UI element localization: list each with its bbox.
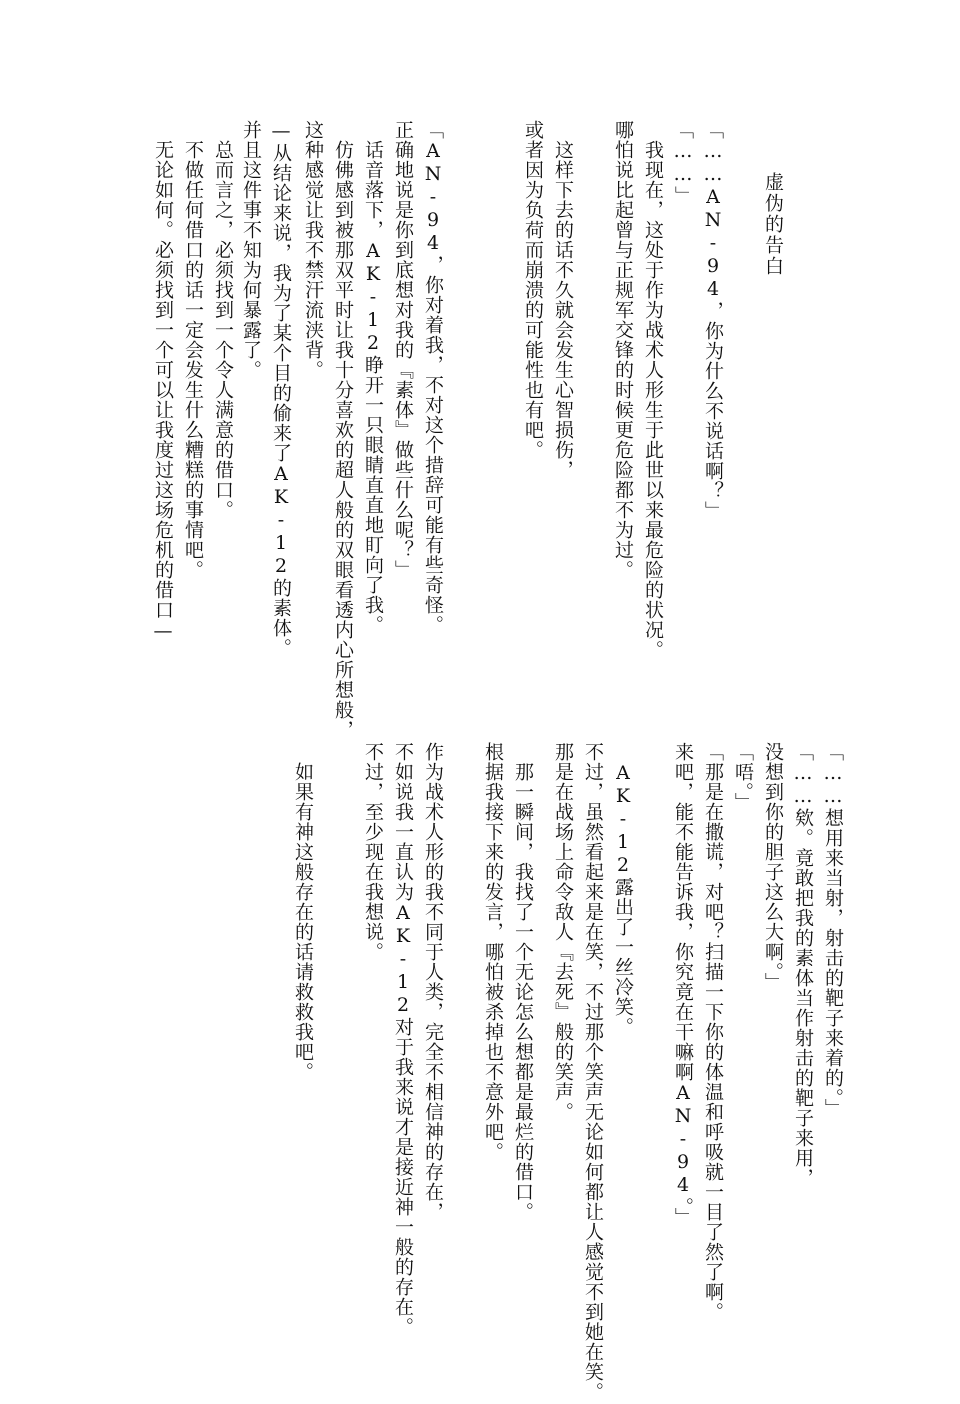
lower-paragraph-5: 那一瞬间，我找了一个无论怎么想都是最烂的借口。 根据我接下来的发言，哪怕被杀掉也不意外吧。 — [482, 742, 534, 1222]
lower-paragraph-4: AK-12露出了一丝冷笑。 不过，虽然看起来是在笑，不过那个笑声无论如何都让人感觉不到她在笑。 那是在战场上命令敌人『去死』般的笑声。 — [552, 742, 634, 1402]
upper-paragraph-6: 总而言之，必须找到一个令人满意的借口。 不做任何借口的话一定会发生什么糟糕的事情吧。 无论如何。必须找到一个可以让我度过这场危机的借口— — [152, 140, 234, 643]
upper-paragraph-2: 我现在，这处于作为战术人形生于此世以来最危险的状况。 哪怕说比起曾与正规军交锋的时候更危险都不为过。 — [612, 120, 664, 660]
lower-paragraph-6: 作为战术人形的我不同于人类，完全不相信神的存在， 不如说我一直认为AK-12对于我来说才是接近神一般的存在。 不过，至少现在我想说。 — [362, 742, 444, 1337]
chapter-title: 虚伪的告白 — [762, 172, 784, 277]
lower-paragraph-2: 「唔。」 — [732, 742, 754, 813]
lower-paragraph-7: 如果有神这般存在的话请救救我吧。 — [292, 742, 314, 1082]
lower-paragraph-3: 「那是在撒谎，对吧？扫描一下你的体温和呼吸就一目了然了啊。 来吧，能不能告诉我，你究竟在干嘛啊AN-94。」 — [672, 742, 724, 1322]
upper-paragraph-4: 「AN-94，你对着我，不对这个措辞可能有些奇怪。 正确地说是你到底想对我的『素体』做些什么呢？」 话音落下，AK-12睁开一只眼睛直直地盯向了我。 仿佛感到被那双平时让我十分喜欢的超人般的双眼看透内心所想般， 这种感觉让我不禁汗流浃背。 — [302, 120, 444, 740]
upper-paragraph-3: 这样下去的话不久就会发生心智损伤， 或者因为负荷而崩溃的可能性也有吧。 — [522, 120, 574, 480]
lower-paragraph-1: 「……想用来当射，射击的靶子来着的。」 「……欸。竟敢把我的素体当作射击的靶子来用， 没想到你的胆子这么大啊。」 — [762, 742, 844, 1188]
upper-paragraph-1: 「……AN-94，你为什么不说话啊？」 「……」 — [672, 120, 724, 521]
upper-paragraph-5: —从结论来说，我为了某个目的偷来了AK-12的素体。 并且这件事不知为何暴露了。 — [240, 120, 292, 658]
